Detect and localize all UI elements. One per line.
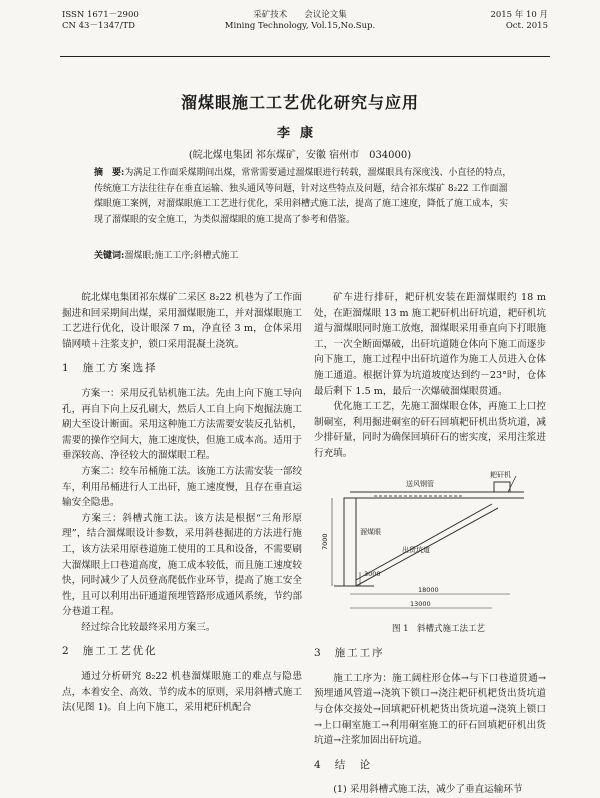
abstract-label: 摘 要: xyxy=(94,168,125,178)
paragraph: 方案三：斜槽式施工法。该方法是根据“三角形原理”，结合溜煤眼设计参数，采用斜巷掘进的方法进行施工，该方法采用原巷道施工使用的工具和设备，不需要刷大溜煤眼上口巷道高度，施工成本较低，而且施工速度较快，同时减少了人员登高爬低作业环节，提高了施工安全性，且可以利用出矸通道预埋管路形成通风系统，节约部分巷道工程。 xyxy=(62,512,302,618)
left-column xyxy=(62,290,302,716)
label-outlet-pit: 出货坑道 xyxy=(402,545,430,554)
abstract-text: 为满足工作面采煤期间出煤，常常需要通过溜煤眼进行转载，溜煤眼具有深度浅、小直径的特点，传统施工方法往往存在垂直运输、独头通风等问题，针对这些特点及问题，结合祁东煤矿 8₂22 工作面溜煤眼施工案例，对溜煤眼施工工艺进行优化，采用斜槽式施工法，提高了施工速度，降低了施工成本，实现了溜煤眼的安全施工，为类似溜煤眼的施工提高了参考和借鉴。 xyxy=(94,168,512,225)
paragraph: 矿车进行排矸，耙矸机安装在距溜煤眼约 18 m 处，在距溜煤眼 13 m 施工耙矸机出矸坑道，耙矸机坑道与溜煤眼同时施工放炮，溜煤眼采用垂直向下打眼施工，一次全断面爆破，出矸坑道随仓体向下施工而逐步向下施工，施工过程中出矸坑道作为施工人员进入仓体施工通道。根据计算为坑道坡度达到约－23°时，仓体最后剩下 1.5 m，最后一次爆破溜煤眼贯通。 xyxy=(314,292,546,397)
section-2-number: 2 xyxy=(62,645,71,658)
paragraph: (1) 采用斜槽式施工法，减少了垂直运输环节 xyxy=(333,784,523,796)
date-cn: 2015 年 10 月 xyxy=(490,10,548,20)
coal-bin-shaft xyxy=(344,498,356,586)
paper-title: 溜煤眼施工工艺优化研究与应用 xyxy=(180,93,419,112)
paragraph: 通过分析研究 8₂22 机巷溜煤眼施工的难点与隐患点，本着安全、高效、节约成本的原则，采用斜槽式施工法(见图 1)。自上向下施工，采用耙矸机配合 xyxy=(62,671,302,714)
section-2-title: 施工工艺优化 xyxy=(82,645,158,658)
paragraph: 方案二：绞车吊桶施工法。该施工方法需安装一部绞车，利用吊桶进行人工出矸，施工速度慢，且存在垂直运输安全隐患。 xyxy=(62,465,302,509)
affiliation: (皖北煤电集团 祁东煤矿，安徽 宿州市 034000) xyxy=(188,150,412,161)
paragraph: 经过综合比较最终采用方案三。 xyxy=(81,621,216,633)
date-en: Oct. 2015 xyxy=(505,21,548,31)
section-4-title: 结 论 xyxy=(334,758,373,771)
section-2-heading xyxy=(62,644,302,660)
cn-number: CN 43－1347/TD xyxy=(62,21,135,31)
paragraph: 施工工序为：施工阔柱形仓体→与下口巷道贯通→预埋通风管道→浇筑下锁口→浇注耙矸机耙货出货坑道与仓体交接处→回填耙矸机耙货出货坑道→浇筑上锁口→上口硐室施工→利用硐室施工的矸石回填耙矸机出货坑道→注浆加固出矸坑道。 xyxy=(314,672,546,747)
keywords xyxy=(94,249,514,263)
dim-13000: 13000 xyxy=(410,599,431,608)
dim-7000: 7000 xyxy=(321,532,329,550)
label-rake-machine: 耙矸机 xyxy=(490,470,511,479)
keywords-label: 关键词: xyxy=(94,251,125,261)
section-4-heading xyxy=(314,758,546,774)
right-column xyxy=(314,290,546,798)
keywords-text: 溜煤眼;施工工序;斜槽式施工 xyxy=(124,251,239,261)
inclined-pit-upper xyxy=(356,504,492,580)
journal-name-cn: 采矿技术 会议论文集 xyxy=(253,10,347,20)
section-1-number: 1 xyxy=(62,362,71,375)
section-1-title: 施工方案选择 xyxy=(82,362,158,375)
rake-machine xyxy=(494,482,510,492)
header-rule xyxy=(60,56,550,57)
dim-3000: 3000 xyxy=(364,569,381,578)
figure-1-diagram xyxy=(314,468,546,618)
label-coal-bin: 溜煤眼 xyxy=(360,527,381,536)
section-3-title: 施工工序 xyxy=(334,647,385,660)
journal-name-en: Mining Technology, Vol.15,No.Sup. xyxy=(224,21,376,31)
label-vent-pipe: 送风钢管 xyxy=(406,479,434,488)
dim-18000: 18000 xyxy=(418,585,439,594)
abstract xyxy=(94,166,514,228)
figure-1-caption: 图 1 斜槽式施工法工艺 xyxy=(391,623,486,634)
section-3-number: 3 xyxy=(314,647,323,660)
section-3-heading xyxy=(314,646,546,662)
running-header xyxy=(0,10,600,50)
section-1-heading xyxy=(62,361,302,377)
intro-paragraph: 皖北煤电集团祁东煤矿二采区 8₂22 机巷为了工作面掘进和回采期间出煤，采用溜煤眼施工，并对溜煤眼施工工艺进行优化，设计眼深 7 m，净直径 3 m，仓体采用锚网喷＋注浆支护，锁口采用混凝土浇筑。 xyxy=(62,292,302,350)
section-4-number: 4 xyxy=(314,758,323,771)
issn: ISSN 1671－2900 xyxy=(62,10,139,20)
paragraph: 方案一：采用反孔钻机施工法。先由上向下施工导向孔，再自下向上反孔刷大，然后人工自上向下炮掘法施工刷大至设计断面。采用这种施工方法需要安装反孔钻机，需要的操作空间大，施工速度快，但施工成本高。适用于垂深较高、净径较大的溜煤眼工程。 xyxy=(62,387,302,462)
author: 李康 xyxy=(276,126,323,141)
paragraph: 优化施工工艺，先施工溜煤眼仓体，再施工上口控制硐室，利用掘进硐室的矸石回填耙矸机出货坑道，减少排矸量，同时为确保回填矸石的密实度，采用注浆进行充填。 xyxy=(314,401,546,459)
figure-1 xyxy=(314,468,546,618)
header-right xyxy=(490,10,548,32)
